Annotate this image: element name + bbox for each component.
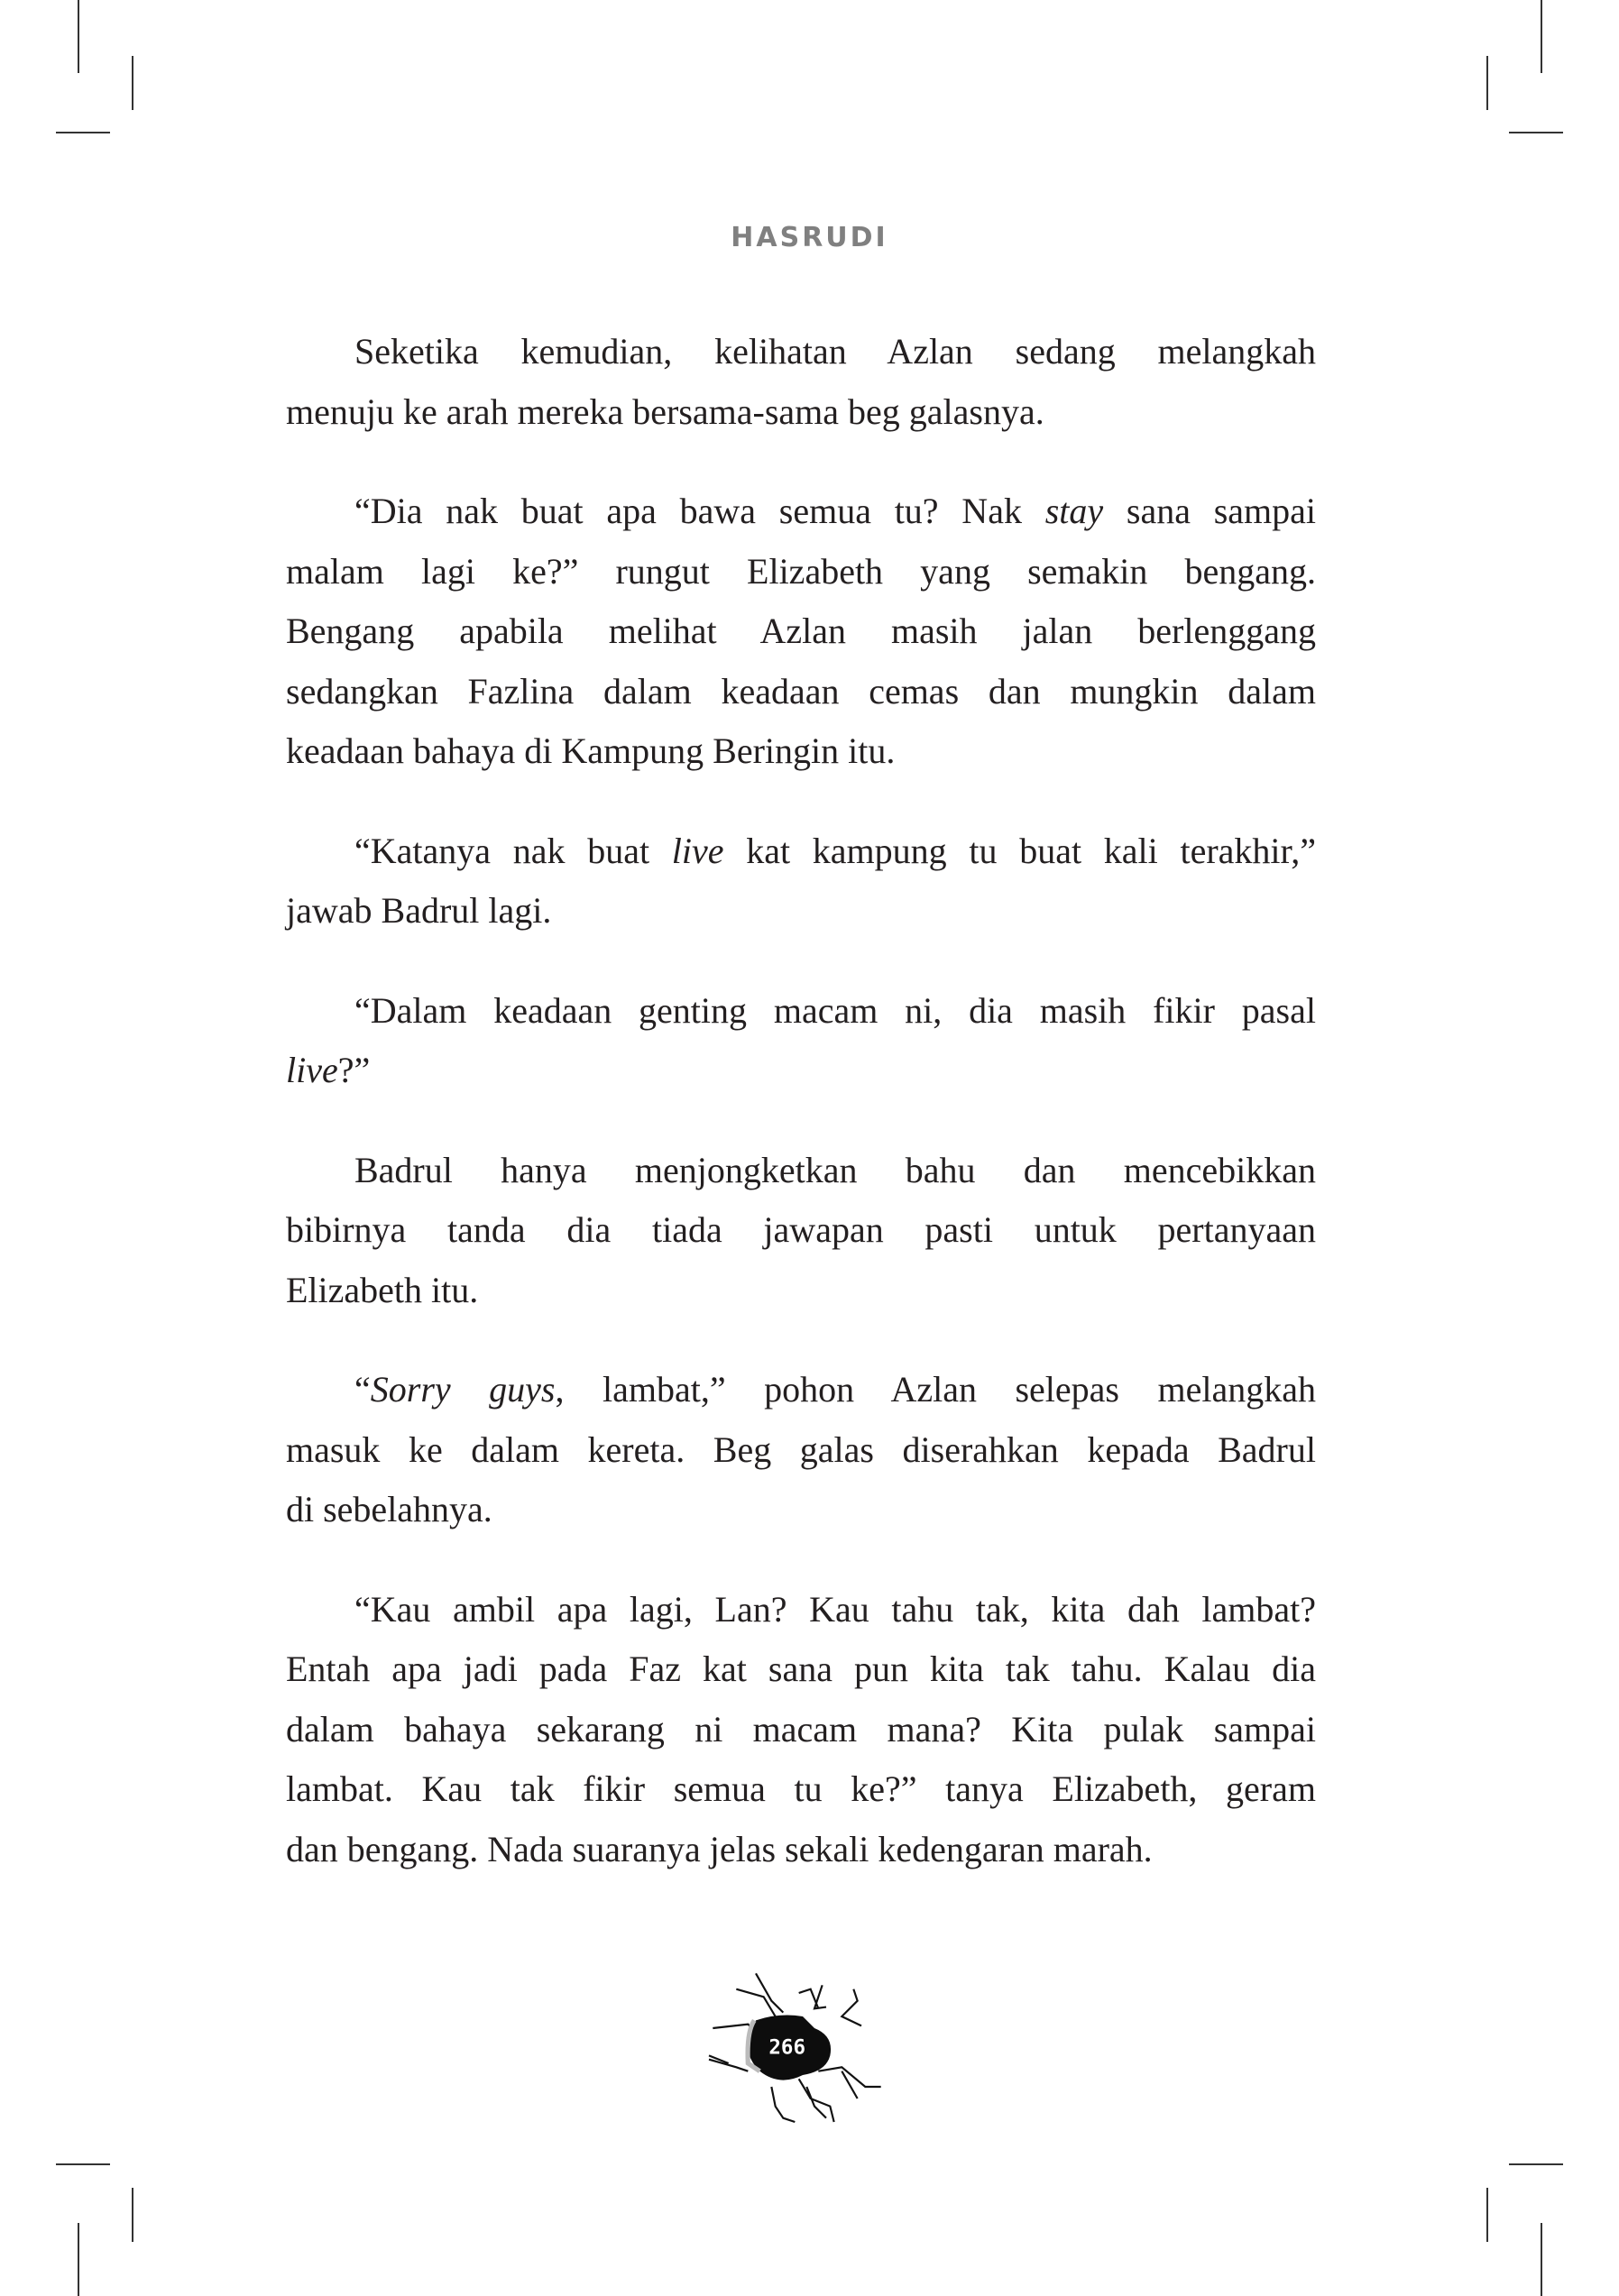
text-run: Bengang apabila melihat Azlan masih jalan berlenggang (286, 611, 1316, 651)
crop-mark (1541, 0, 1542, 73)
text-run: dan bengang. Nada suaranya jelas sekali kedengaran marah. (286, 1828, 1153, 1869)
text-run: Elizabeth itu. (286, 1269, 479, 1310)
text-run: sana sampai (1103, 491, 1317, 531)
text-line (286, 1200, 1316, 1261)
paragraph (286, 981, 1316, 1101)
crop-mark (1509, 2163, 1563, 2165)
text-run: kat kampung tu buat kali terakhir,” (723, 830, 1316, 871)
text-run: lambat. Kau tak fikir semua tu ke?” tanya Elizabeth, geram (286, 1768, 1316, 1809)
text-line (286, 1759, 1316, 1820)
crop-mark (132, 2188, 133, 2242)
text-run: “ (354, 1369, 371, 1410)
text-run: menuju ke arah mereka bersama-sama beg galasnya. (286, 390, 1044, 432)
text-run: ?” (337, 1050, 371, 1090)
text-run: Seketika kemudian, kelihatan Azlan sedang melangkah (354, 331, 1316, 372)
text-line (286, 542, 1316, 602)
text-run: bibirnya tanda dia tiada jawapan pasti untuk pertanyaan (286, 1209, 1316, 1250)
text-line (286, 1820, 1316, 1880)
crop-mark (56, 2163, 110, 2165)
text-run: Entah apa jadi pada Faz kat sana pun kita tak tahu. Kalau dia (286, 1649, 1316, 1689)
text-line (286, 1700, 1316, 1760)
text-run: keadaan bahaya di Kampung Beringin itu. (286, 730, 896, 771)
crop-mark (56, 132, 110, 133)
text-line (286, 981, 1316, 1042)
text-run: jawab Badrul lagi. (286, 890, 552, 931)
text-line (286, 602, 1316, 662)
crop-mark (1486, 56, 1488, 110)
crop-mark (1541, 2223, 1542, 2296)
body-text (286, 322, 1316, 1919)
text-line (286, 1360, 1316, 1420)
text-line (286, 382, 1316, 443)
text-run: “Dalam keadaan genting macam ni, dia masih fikir pasal (354, 989, 1316, 1031)
crop-mark (1509, 132, 1563, 133)
text-line (286, 322, 1316, 382)
italic-text: live (286, 1050, 338, 1090)
text-run: dalam bahaya sekarang ni macam mana? Kita pulak sampai (286, 1708, 1316, 1750)
paragraph (286, 322, 1316, 442)
page-number: 266 (768, 2035, 806, 2060)
text-run: , lambat,” pohon Azlan selepas melangkah (555, 1369, 1316, 1410)
text-line (286, 1141, 1316, 1201)
paragraph (286, 482, 1316, 782)
italic-text: stay (1044, 491, 1104, 531)
paragraph (286, 1141, 1316, 1321)
text-line (286, 1261, 1316, 1321)
text-line (286, 482, 1316, 542)
text-line (286, 1480, 1316, 1540)
paragraph (286, 822, 1316, 941)
paragraph (286, 1580, 1316, 1880)
text-line (286, 1041, 1316, 1101)
text-run: malam lagi ke?” rungut Elizabeth yang semakin bengang. (286, 550, 1316, 592)
text-line (286, 822, 1316, 882)
text-run: masuk ke dalam kereta. Beg galas diserahkan kepada Badrul (286, 1428, 1316, 1470)
crop-mark (78, 0, 79, 73)
running-header: HASRUDI (731, 222, 888, 253)
text-run: “Katanya nak buat (354, 830, 672, 871)
text-line (286, 1420, 1316, 1481)
text-run: di sebelahnya. (286, 1489, 492, 1529)
crop-mark (132, 56, 133, 110)
crop-mark (78, 2223, 79, 2296)
text-line (286, 662, 1316, 722)
text-run: “Kau ambil apa lagi, Lan? Kau tahu tak, kita dah lambat? (354, 1588, 1316, 1630)
crop-mark (1486, 2188, 1488, 2242)
text-run: “Dia nak buat apa bawa semua tu? Nak (354, 491, 1045, 531)
text-line (286, 1639, 1316, 1700)
text-run: sedangkan Fazlina dalam keadaan cemas dan mungkin dalam (286, 670, 1316, 712)
text-line (286, 1580, 1316, 1640)
text-line (286, 721, 1316, 782)
page-number-badge (685, 1948, 920, 2155)
paragraph (286, 1360, 1316, 1540)
italic-text: Sorry guys (370, 1369, 556, 1410)
italic-text: live (671, 830, 724, 871)
text-line (286, 881, 1316, 941)
text-run: Badrul hanya menjongketkan bahu dan mencebikkan (354, 1149, 1316, 1190)
